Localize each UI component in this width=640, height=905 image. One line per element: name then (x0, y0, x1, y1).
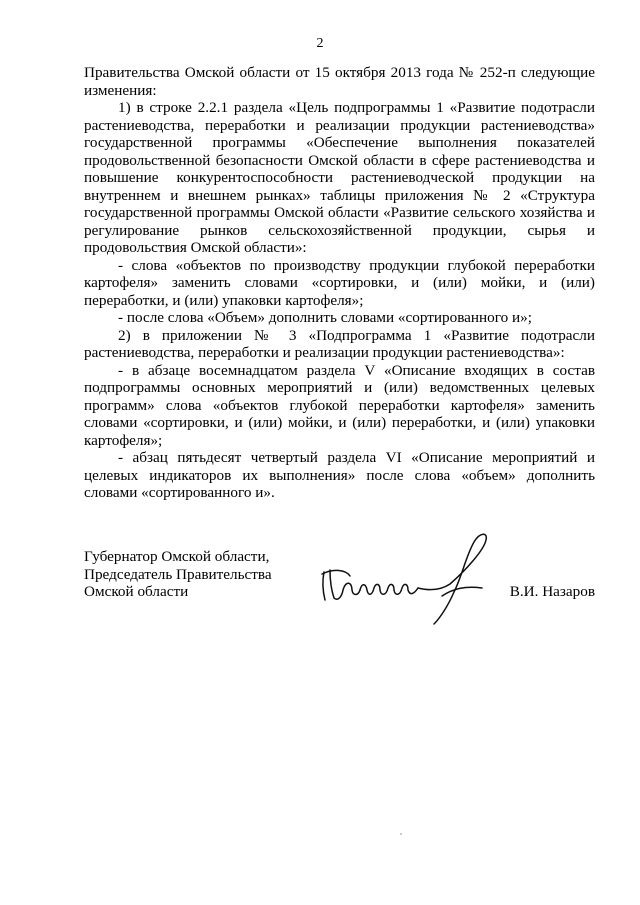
paragraph-item-1-dash-2: - после слова «Объем» дополнить словами «сортированного и»; (118, 309, 532, 326)
paragraph-item-1: 1) в строке 2.2.1 раздела «Цель подпрограммы 1 «Развитие подотрасли растениеводства, переработки и реализации продукции растениеводства» государственной программы «Обеспечение выполнения показателей продовольственной безопасности Омской области в сфере растениеводства и повышение конкурентоспособности растениеводческой продукции на внутреннем и внешнем рынках» таблицы приложения № 2 «Структура государственной программы Омской области «Развитие сельского хозяйства и регулирование рынков сельскохозяйственной продукции, сырья и продовольствия Омской области»: (84, 99, 595, 256)
paragraph-item-1-dash-1: - слова «объектов по производству продукции глубокой переработки картофеля» заменить словами «сортировки, и (или) мойки, и (или) переработки, и (или) упаковки картофеля»; (84, 256, 595, 309)
paragraph-item-2-dash-1: - в абзаце восемнадцатом раздела V «Описание входящих в состав подпрограммы основных мероприятий и (или) ведомственных целевых программ» слова «объектов глубокой переработки картофеля» заменить словами «сортировки, и (или) мойки, и (или) переработки, и (или) упаковки картофеля»; (84, 361, 595, 449)
signatory-position: Губернатор Омской области, Председатель Правительства Омской области (84, 548, 272, 600)
handwritten-signature (316, 530, 516, 630)
signatory-name: В.И. Назаров (509, 583, 595, 600)
document-body (84, 64, 595, 502)
paragraph-item-2: 2) в приложении № 3 «Подпрограмма 1 «Развитие подотрасли растениеводства, переработки и реализации продукции растениеводства»: (84, 326, 595, 361)
scan-speck (400, 833, 402, 835)
page-number: 2 (316, 36, 324, 51)
paragraph-intro: Правительства Омской области от 15 октября 2013 года № 252-п следующие изменения: (84, 64, 595, 99)
paragraph-item-2-dash-2: - абзац пятьдесят четвертый раздела VI «Описание мероприятий и целевых индикаторов их выполнения» после слова «объем» дополнить словами «сортированного и». (84, 449, 595, 501)
signature-block (84, 548, 595, 668)
